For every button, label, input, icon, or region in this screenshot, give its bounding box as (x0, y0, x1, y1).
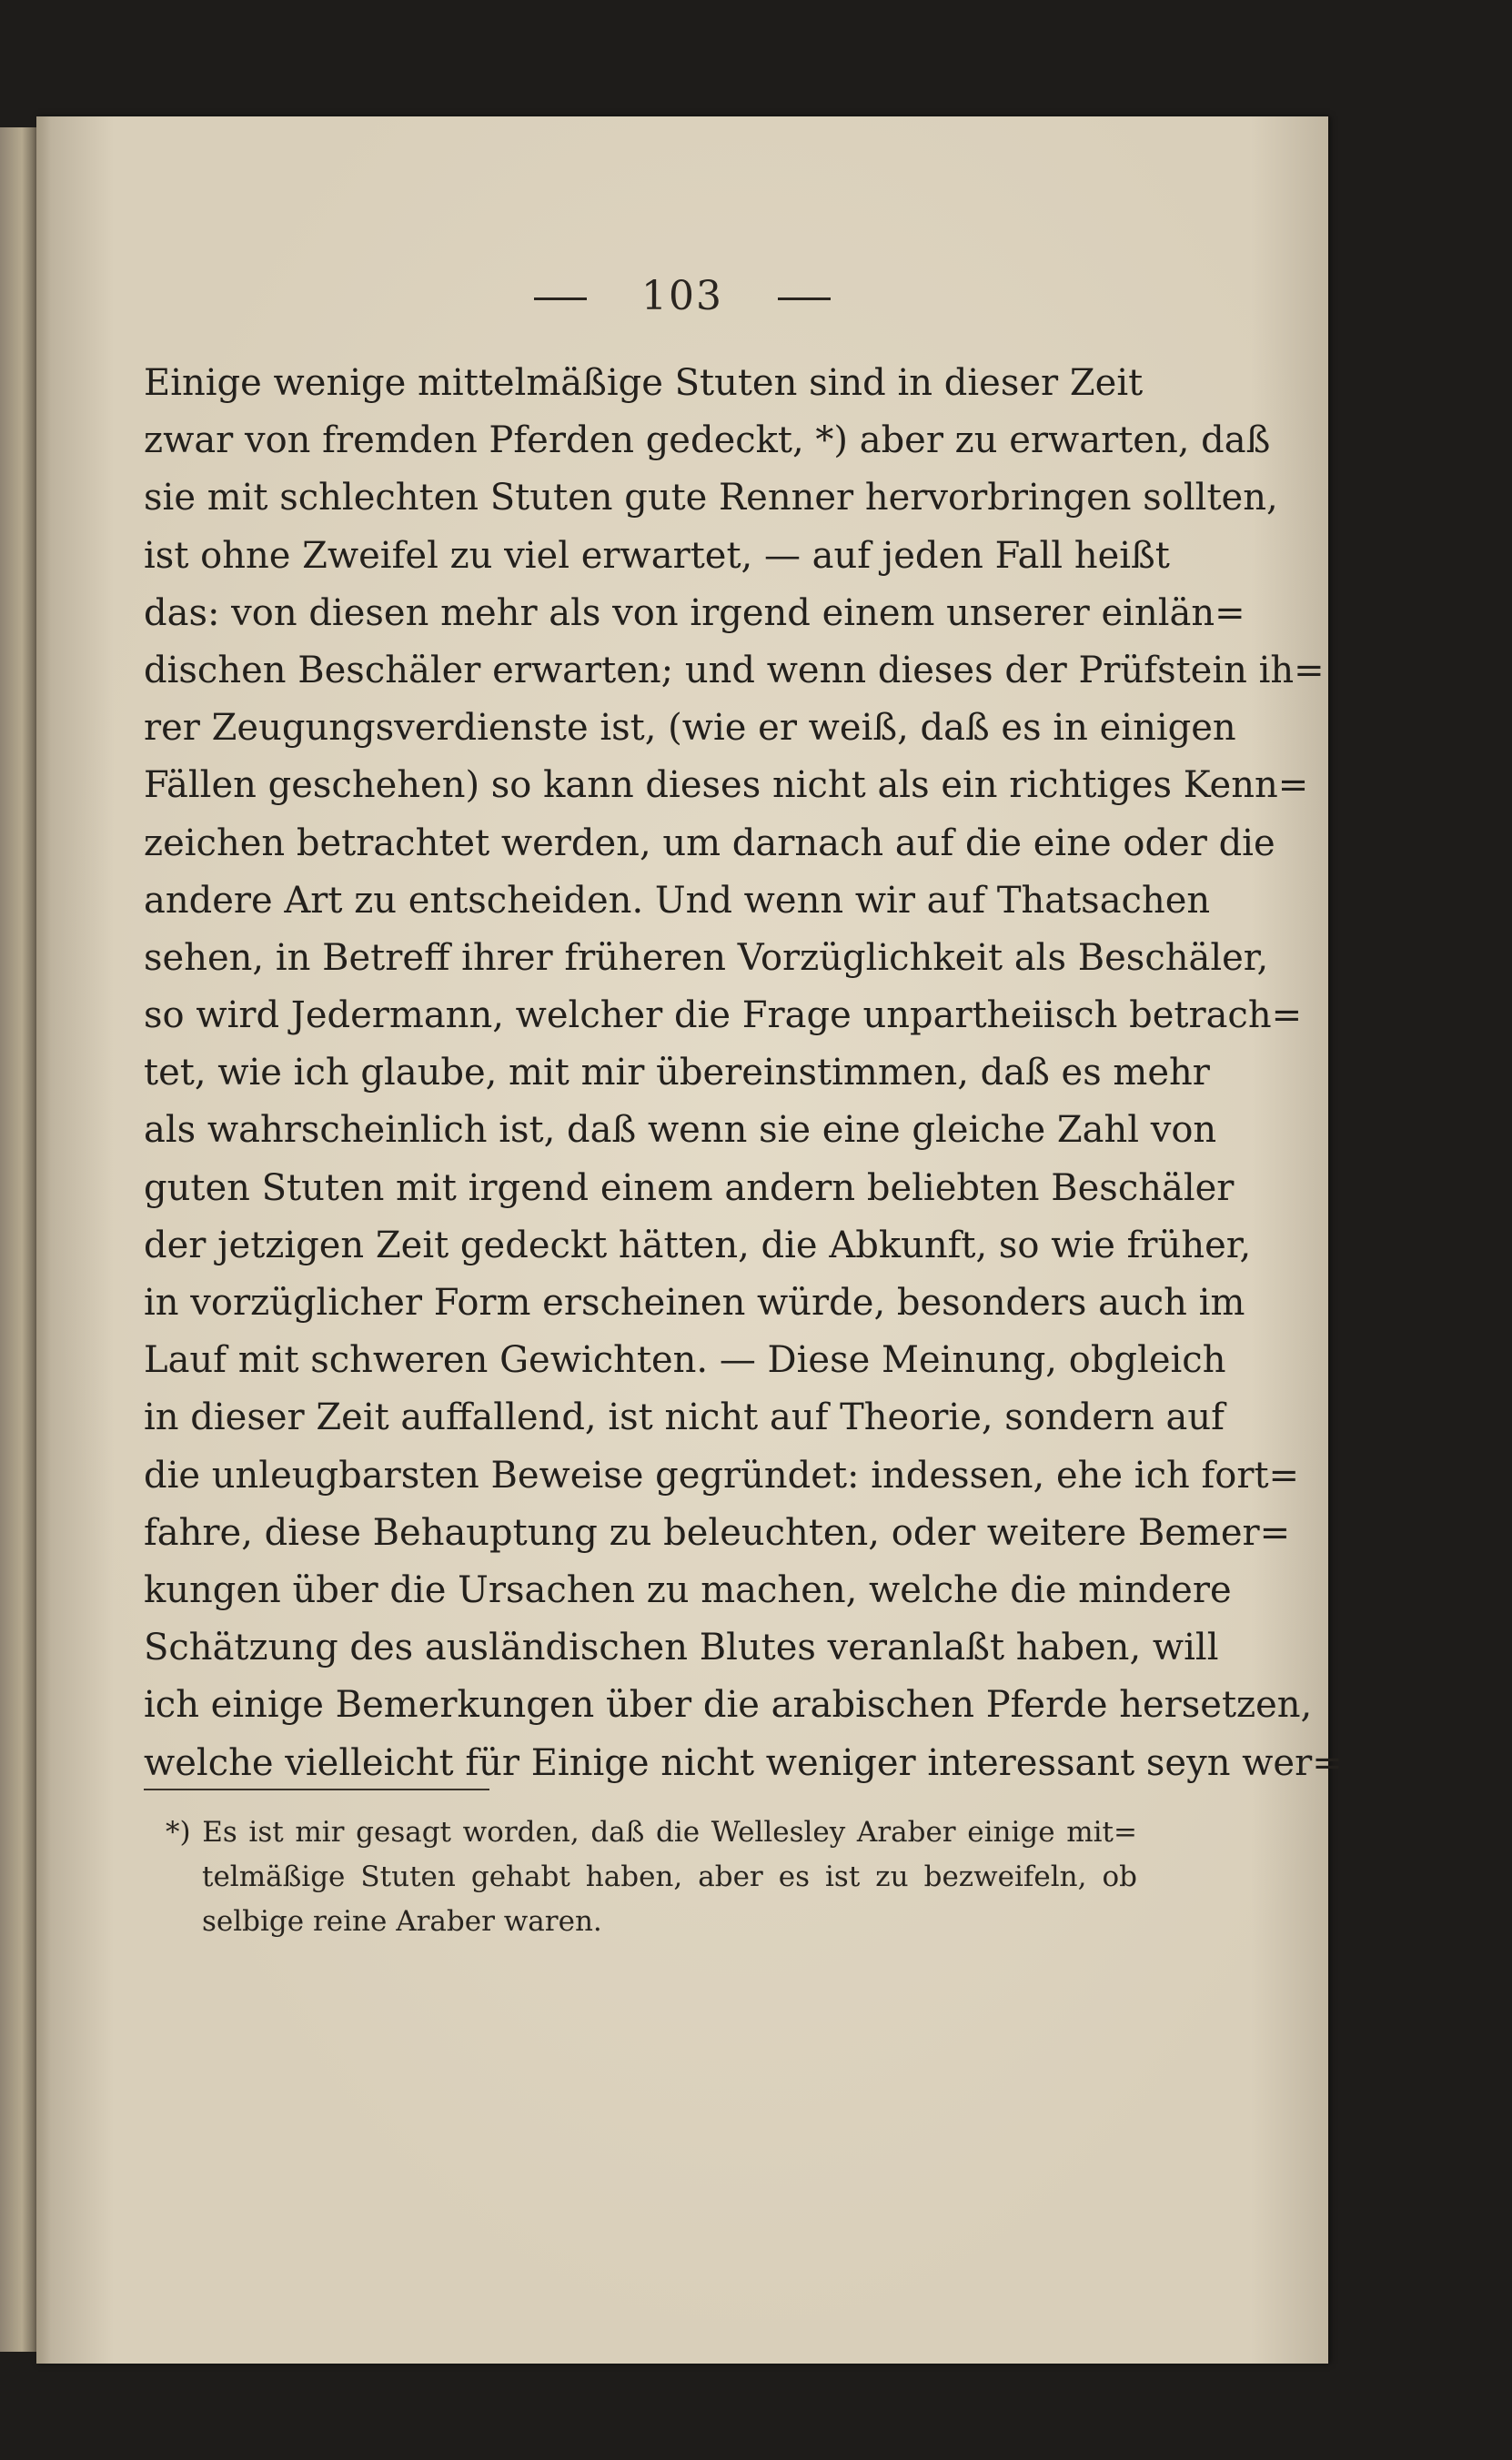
text-line: Lauf mit schweren Gewichten. — Diese Meinung, obgleich (144, 1339, 1226, 1382)
footnote-line: selbige reine Araber waren. (202, 1905, 602, 1938)
text-line: in dieser Zeit auffallend, ist nicht auf Theorie, sondern auf (144, 1396, 1225, 1439)
text-line: ich einige Bemerkungen über die arabischen Pferde hersetzen, (144, 1684, 1313, 1727)
text-line: in vorzüglicher Form erscheinen würde, besonders auch im (144, 1282, 1245, 1324)
text-line: ist ohne Zweifel zu viel erwartet, — auf jeden Fall heißt (144, 534, 1170, 577)
text-line: Einige wenige mittelmäßige Stuten sind in dieser Zeit (144, 362, 1144, 404)
body-text (144, 355, 1343, 1792)
page-gutter (36, 116, 51, 2364)
text-line: sehen, in Betreff ihrer früheren Vorzüglichkeit als Beschäler, (144, 936, 1269, 979)
text-line: so wird Jedermann, welcher die Frage unpartheiisch betrach= (144, 994, 1303, 1037)
text-line: welche vielleicht für Einige nicht weniger interessant seyn wer= (144, 1741, 1343, 1784)
footnote-line: *) Es ist mir gesagt worden, daß die Wellesley Araber einige mit= (166, 1816, 1137, 1849)
text-line: andere Art zu entscheiden. Und wenn wir auf Thatsachen (144, 879, 1211, 922)
text-line: dischen Beschäler erwarten; und wenn dieses der Prüfstein ih= (144, 649, 1325, 691)
text-line: fahre, diese Behauptung zu beleuchten, oder weitere Bemer= (144, 1511, 1291, 1554)
header-dash-left (534, 297, 587, 300)
text-line: der jetzigen Zeit gedeckt hätten, die Abkunft, so wie früher, (144, 1224, 1252, 1266)
header-dash-right (778, 297, 831, 300)
text-line: zeichen betrachtet werden, um darnach auf die eine oder die (144, 822, 1275, 864)
text-line: Fällen geschehen) so kann dieses nicht als ein richtiges Kenn= (144, 764, 1309, 807)
text-line: tet, wie ich glaube, mit mir übereinstimmen, daß es mehr (144, 1052, 1210, 1094)
text-line: guten Stuten mit irgend einem andern beliebten Beschäler (144, 1166, 1235, 1209)
text-line: das: von diesen mehr als von irgend einem unserer einlän= (144, 591, 1245, 634)
text-line: Schätzung des ausländischen Blutes veranlaßt haben, will (144, 1627, 1219, 1669)
page-number: 103 (641, 273, 723, 319)
text-line: kungen über die Ursachen zu machen, welche die mindere (144, 1568, 1232, 1611)
text-line: zwar von fremden Pferden gedeckt, *) aber zu erwarten, daß (144, 419, 1271, 462)
page-header (36, 273, 1328, 319)
text-line: sie mit schlechten Stuten gute Renner hervorbringen sollten, (144, 477, 1278, 519)
footnote-line: telmäßige Stuten gehabt haben, aber es ist zu bezweifeln, ob (202, 1860, 1137, 1893)
text-line: die unleugbarsten Beweise gegründet: indessen, ehe ich fort= (144, 1454, 1300, 1497)
book-page (36, 116, 1343, 2364)
text-line: als wahrscheinlich ist, daß wenn sie eine gleiche Zahl von (144, 1109, 1217, 1152)
footnote-rule (144, 1789, 489, 1790)
text-line: rer Zeugungsverdienste ist, (wie er weiß, daß es in einigen (144, 707, 1236, 750)
footnote (166, 1810, 1137, 1944)
previous-page-edge (0, 127, 36, 2352)
